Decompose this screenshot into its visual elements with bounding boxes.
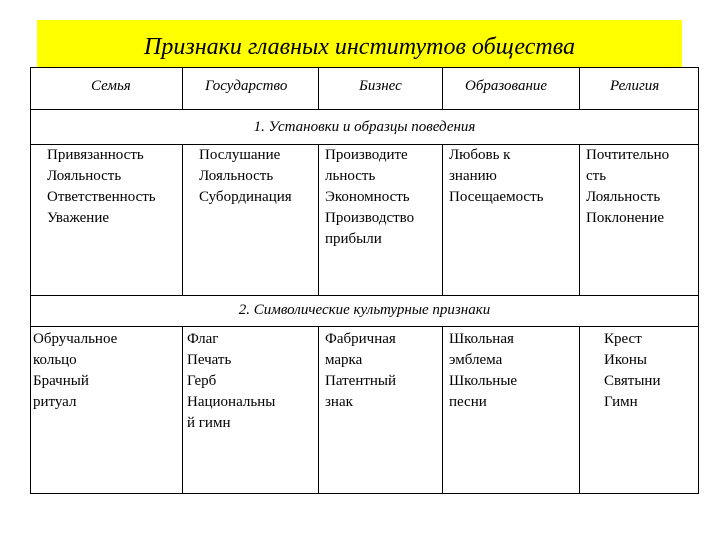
column-header-state: Государство	[183, 68, 319, 110]
column-header-religion: Религия	[580, 68, 699, 110]
section-heading-1: 1. Установки и образцы поведения	[31, 110, 699, 145]
cell-family-2: Обручальное кольцо Брачный ритуал	[31, 327, 183, 494]
cell-business-2: Фабричная марка Патентный знак	[319, 327, 443, 494]
cell-education-2: Школьная эмблема Школьные песни	[443, 327, 580, 494]
column-header-business: Бизнес	[319, 68, 443, 110]
title-banner	[37, 20, 682, 67]
content-row-1	[31, 145, 699, 296]
cell-education-1: Любовь к знанию Посещаемость	[443, 145, 580, 296]
section-row-1	[31, 110, 699, 145]
cell-religion-1: Почтительно сть Лояльность Поклонение	[580, 145, 699, 296]
institutions-table	[30, 67, 699, 494]
cell-religion-2: Крест Иконы Святыни Гимн	[580, 327, 699, 494]
header-row	[31, 68, 699, 110]
cell-state-1: Послушание Лояльность Субординация	[183, 145, 319, 296]
cell-business-1: Производите льность Экономность Производство прибыли	[319, 145, 443, 296]
column-header-family: Семья	[31, 68, 183, 110]
content-row-2	[31, 327, 699, 494]
section-heading-2: 2. Символические культурные признаки	[31, 296, 699, 327]
column-header-education: Образование	[443, 68, 580, 110]
cell-state-2: Флаг Печать Герб Национальны й гимн	[183, 327, 319, 494]
page-title: Признаки главных институтов общества	[144, 34, 575, 60]
cell-family-1: Привязанность Лояльность Ответственность Уважение	[31, 145, 183, 296]
section-row-2	[31, 296, 699, 327]
